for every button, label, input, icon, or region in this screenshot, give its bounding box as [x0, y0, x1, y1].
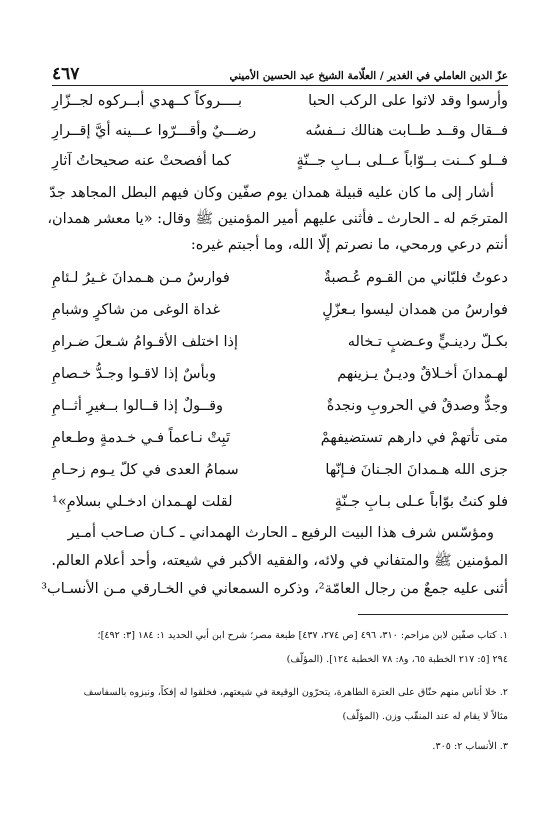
running-title: عزّ الدين العاملي في الغدير / العلّامة الشيخ عبد الحسين الأميني [229, 70, 508, 82]
prose-line: ومؤسّس شرف هذا البيت الرفيع ـ الحارث الهمداني ـ كـان صـاحب أمـير [67, 525, 494, 541]
verse-hemistich-first: جزى الله هـمدانَ الجـنانَ فـإنّها [325, 462, 508, 478]
verse-hemistich-first: بكـلّ ردينـيٍّ وعـضبٍ تـخاله [347, 334, 508, 350]
verse-hemistich-second: كما أفصحتْ عنه صحيحاتُ آثارِ [52, 153, 232, 169]
verse-hemistich-first: فوارسُ من همدان ليسوا بـعزّلٍ [322, 302, 508, 318]
verse-hemistich-second: وبأسٌ إذا لاقـوا وجـدُّ خـصامِ [52, 366, 217, 382]
prose-line: المؤمنين ﷺ والمتفاني في ولائه، والفقيه الأكبر في شيعته، وأحد أعلام العالم. [51, 553, 508, 569]
verse-line [52, 359, 508, 389]
verse-line [52, 327, 508, 357]
footnote-line: ٢٩٤ [٥: ٢١٧ الخطبة ٦٥، و٨: ٧٨ الخطبة ١٢٤]. (المؤلّف) [286, 654, 508, 665]
verse-line [52, 295, 508, 325]
verse-hemistich-first: فلو كنتُ بوّاباً عـلى بـابِ جـنّةٍ [334, 494, 508, 510]
verse-hemistich-second: غداة الوغى من شاكرٍ وشبامِ [52, 302, 221, 318]
verse-hemistich-second: إذا اختلف الأقـوامُ شـعلَ ضـرامِ [52, 334, 239, 350]
footnote-line: ٣. الأنساب ٢: ٣٠٥. [432, 741, 508, 752]
verse-hemistich-second: سمامُ العدى في كلّ يـوم زحـامِ [52, 462, 239, 478]
footnote-line: مثالاً لا يقام له عند المنقّب وزن. (المؤلّف) [342, 711, 508, 722]
verse-line [52, 487, 508, 517]
verse-hemistich-second: تَبِتْ نـاعماً فـي خـدمةٍ وطـعامِ [52, 430, 231, 446]
footnote-line: ١. كتاب صفّين لابن مزاحم: ٣١٠، ٤٩٦ [ص ٢٧٤، ٤٣٧] طبعة مصر؛ شرح ابن أبي الحديد ١: ١٨٤ [٣: ٤٩٢]؛ [97, 630, 508, 641]
verse-hemistich-first: فــلو كــنت بــوّاباً عــلى بــابِ جــنّةٍ [296, 153, 508, 169]
verse-line [52, 146, 508, 176]
verse-hemistich-first: متى تأتهمْ في دارهم تستضيفهمْ [320, 430, 508, 446]
verse-line [52, 423, 508, 453]
verse-hemistich-second: فوارسُ مـن هـمدانَ غـيرُ لـئامِ [52, 270, 230, 286]
verse-line [52, 116, 508, 146]
verse-hemistich-second: لقلت لهـمدان ادخـلي بسلامِ»¹ [52, 494, 233, 510]
verse-hemistich-first: لهـمدانَ أخـلاقٌ وديـنٌ يـزينهم [337, 366, 508, 382]
verse-hemistich-first: وأرسوا وقد لاثوا على الركب الحبا [308, 93, 508, 109]
verse-hemistich-first: دعوتُ فلبّاني من القـوم عُـصبةٌ [323, 270, 508, 286]
prose-line: أشار إلى ما كان عليه قبيلة همدان يوم صفّين وكان فيهم البطل المجاهد جدّ [49, 185, 494, 201]
verse-hemistich-first: وجدٌّ وصدقٌ في الحروبِ ونجدةٌ [326, 398, 508, 414]
prose-line: أنتم درعي ورمحي، ما نصرتم إلّا الله، وما أجبتم غيره: [190, 237, 508, 253]
footnote-rule [358, 614, 508, 615]
verse-line [52, 391, 508, 421]
prose-line: المترجَم له ـ الحارث ـ فأثنى عليهم أمير المؤمنين ﷺ وقال: «يا معشر همدان، [47, 211, 508, 227]
verse-hemistich-second: وقــولٌ إذا قــالوا بــغيرِ أثــامِ [52, 398, 224, 414]
verse-line [52, 263, 508, 293]
prose-line: أثنى عليه جمعٌ من رجال العامّة²، وذكره السمعاني في الخـارقي مـن الأنسـاب³ [41, 581, 508, 597]
footnote-line: ٢. خلا أناس منهم حنّاق على العترة الطاهرة، يتحرّون الوقيعة في شيعتهم، فخلقوا له إفكاً، ونبزوه بالسفاسف [83, 687, 508, 698]
verse-line [52, 455, 508, 485]
running-head [52, 64, 508, 84]
verse-hemistich-first: فــقال وقــد طــابت هنالك نــفسُه [305, 123, 508, 139]
verse-line [52, 86, 508, 116]
verse-hemistich-second: بــــروكاً كــهدي أبــركوه لجــزّارِ [52, 93, 243, 109]
page-number: ٤٦٧ [52, 64, 80, 84]
verse-hemistich-second: رضـــيٌ وأقـــرّوا عـــينه أيَّ إقــرارِ [52, 123, 257, 139]
